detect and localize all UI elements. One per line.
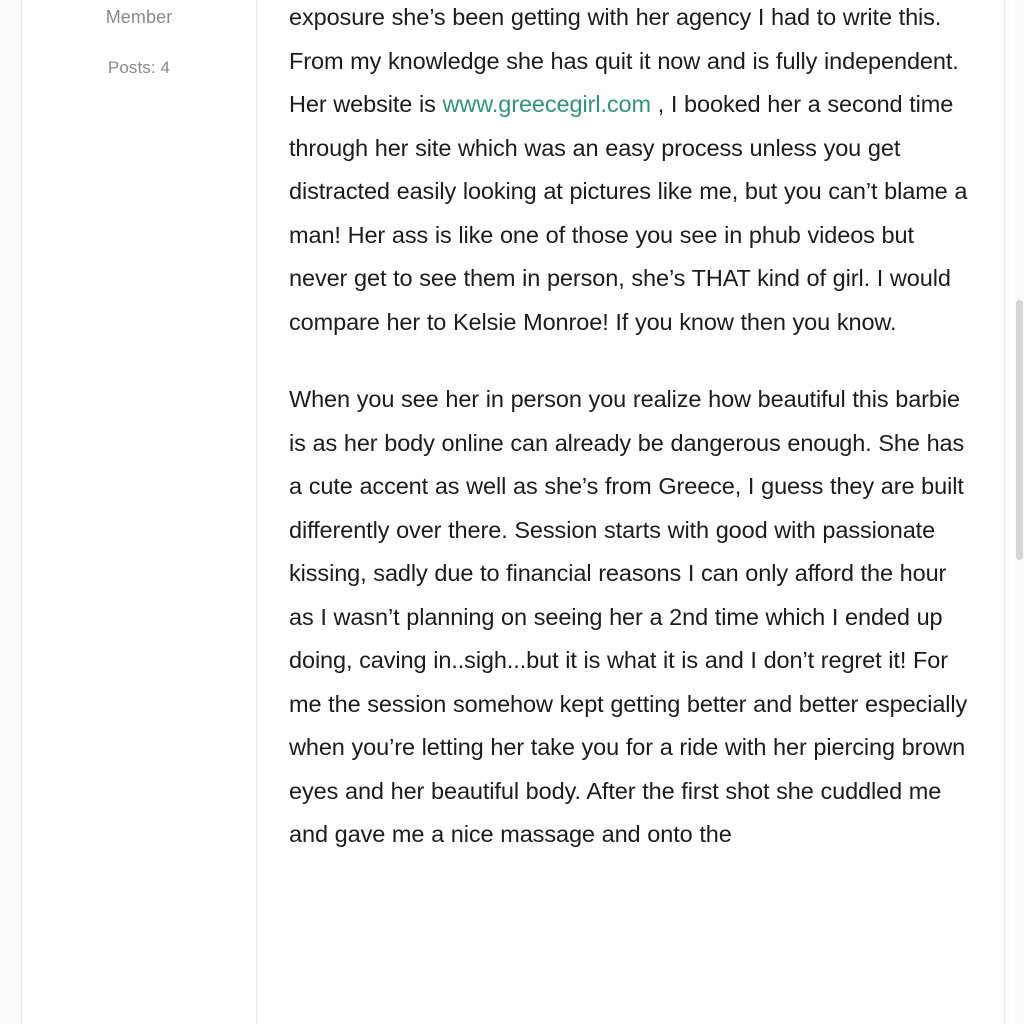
website-link[interactable]: www.greecegirl.com [442,91,651,117]
page-scrollbar-track[interactable] [1015,0,1024,1024]
post-paragraph-1 [289,0,976,344]
paragraph-1-text-before-link: exposure she’s been getting with her agency I had to write this. From my knowledge she has quit it now and is fully independent. Her website is [289,4,959,117]
post-author-sidebar [22,0,257,1024]
author-post-count: Posts: 4 [107,58,171,77]
post-content [257,0,1004,1024]
page-scrollbar-thumb[interactable] [1016,300,1023,560]
paragraph-1-text-after-link: , I booked her a second time through her site which was an easy process unless you get distracted easily looking at pictures like me, but you can’t blame a man! Her ass is like one of those you see in phub videos but never get to see them in person, she’s THAT kind of girl. I would compare her to Kelsie Monroe! If you know then you know. [289,91,968,335]
paragraph-2-text: When you see her in person you realize how beautiful this barbie is as her body online can already be dangerous enough. She has a cute accent as well as she’s from Greece, I guess they are built differently over there. Session starts with good with passionate kissing, sadly due to financial reasons I can only afford the hour as I wasn’t planning on seeing her a 2nd time which I ended up doing, caving in..sigh...but it is what it is and I don’t regret it! For me the session somehow kept getting better and better especially when you’re letting her take you for a ride with her piercing brown eyes and her beautiful body. After the first shot she cuddled me and gave me a nice massage and onto the [289,386,968,847]
left-gutter [0,0,22,1024]
author-role-label: Member [105,7,173,27]
post-paragraph-2 [289,378,976,857]
right-edge [1004,0,1024,1024]
